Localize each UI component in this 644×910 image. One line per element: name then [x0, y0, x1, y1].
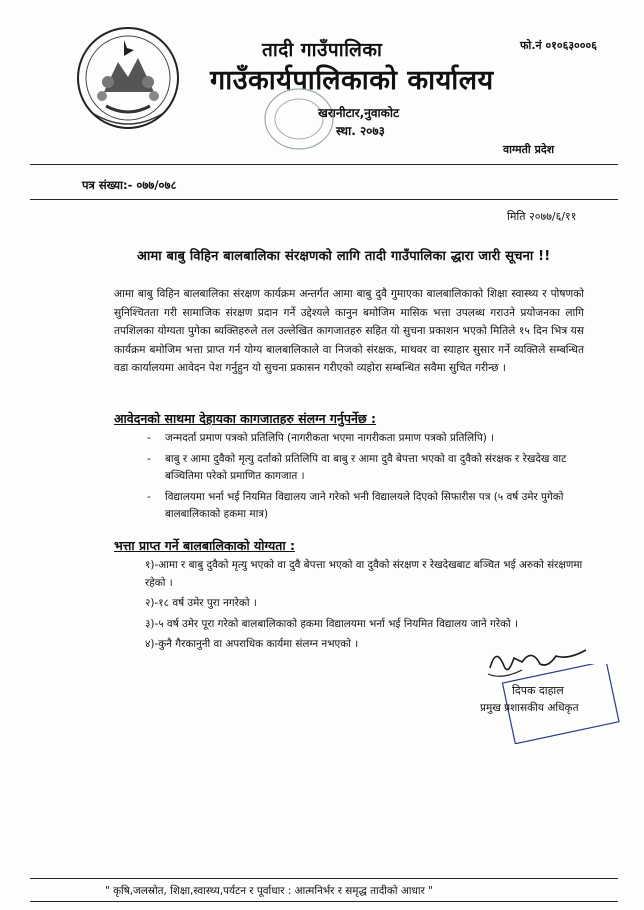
documents-heading: आवेदनको साथमा देहायका कागजातहरु संलग्न गर्नुपर्नेछ :	[114, 411, 377, 426]
notice-subject: आमा बाबु विहिन बालबालिका संरक्षणको लागि तादी गाउँपालिका द्धारा जारी सूचना !!	[137, 249, 551, 264]
office-title: गाउँकार्यपालिकाको कार्यालय	[210, 65, 494, 96]
established-year: स्था. २०७३	[336, 124, 385, 138]
header-divider	[30, 164, 618, 165]
documents-list	[147, 430, 577, 527]
phone-number: फो.नं ०१०६३०००६	[520, 39, 597, 52]
list-item: २)-१८ वर्ष उमेर पुरा नगरेको ।	[145, 597, 257, 609]
reference-divider	[30, 199, 618, 200]
list-item: १)-आमा र बाबु दुवैको मृत्यु भएको वा दुवै बेपत्ता भएको वा दुवैको संरक्षण र रेखदेखबाट बञ्चित भई अरुको संरक्षणमा रहेको ।	[145, 559, 583, 589]
reference-number: पत्र संख्या:- ०७७/०७८	[82, 178, 177, 192]
eligibility-heading: भत्ता प्राप्त गर्ने बालबालिकाको योग्यता :	[114, 538, 295, 553]
list-item: - जन्मदर्ता प्रमाण पत्रको प्रतिलिपि (नागरीकता भएमा नागरीकता प्रमाण पत्रको प्रतिलिपि) ।	[147, 432, 495, 444]
office-name: तादी गाउँपालिका	[262, 39, 383, 61]
signatory-title: प्रमुख प्रशासकीय अधिकृत	[480, 702, 579, 714]
signatory-name: दिपक दाहाल	[512, 684, 564, 697]
office-address: खरानीटार,नुवाकोट	[318, 106, 400, 120]
province-name: वाग्मती प्रदेश	[503, 143, 555, 156]
footer-divider-bottom	[30, 901, 618, 902]
list-item: - विद्यालयमा भर्ना भई नियमित विद्यालय जाने गरेको भनी विद्यालयले दिएको सिफारीस पत्र (५ वर्ष उमेर पुगेको बालबालिकाको हकमा मात्र)	[147, 490, 564, 520]
footer-divider	[30, 878, 618, 879]
nepal-emblem-icon	[74, 22, 182, 134]
footer-slogan: " कृषि,जलस्रोत, शिक्षा,स्वास्थ्य,पर्यटन र पूर्वाधार : आत्मनिर्भर र समृद्ध तादीको आधार "	[105, 885, 433, 897]
notice-paragraph: आमा बाबु विहिन बालबालिका संरक्षण कार्यक्रम अन्तर्गत आमा बाबु दुवै गुमाएका बालबालिकाको शिक्षा स्वास्थ्य र पोषणको सुनिश्चितता गरी सामाजिक संरक्षण प्रदान गर्ने उद्देश्यले कानुन बमोजिम मासिक भत्ता उपलब्ध गराउने प्रयोजनका लागि तपशिलका योग्यता पुगेका ब्यक्तिहरुले तल उल्लेखित कागजातहरु सहित यो सुचना प्रकाशन भएको मितिले १५ दिन भित्र यस कार्यक्रम बमोजिम भत्ता प्राप्त गर्न योग्य बालबालिकाले वा निजको संरक्षक, माथवर वा स्याहार सुसार गर्ने व्यक्तिले सम्बन्धित वडा कार्यालयमा आवेदन पेश गर्नुहुन यो सुचना प्रकासन गरीएको व्यहोरा सम्बन्धित सवैमा सुचित गरीन्छ ।	[114, 288, 584, 374]
list-item: - बाबु र आमा दुवैको मृत्यु दर्ताको प्रतिलिपि वा बाबु र आमा दुवै बेपत्ता भएको वा दुवैको संरक्षक र रेखदेख वाट बञ्चितिमा परेको प्रमाणित कागजात ।	[147, 452, 567, 482]
list-item: ३)-५ वर्ष उमेर पूरा गरेको बालबालिकाको हकमा विद्यालयमा भर्ना भई नियमित विद्यालय जाने गरेको ।	[145, 617, 518, 630]
list-item: ४)-कुनै गैरकानुनी वा अपराधिक कार्यमा संलग्न नभएको ।	[145, 638, 359, 650]
letter-date: मिति २०७७/६/११	[507, 210, 577, 223]
